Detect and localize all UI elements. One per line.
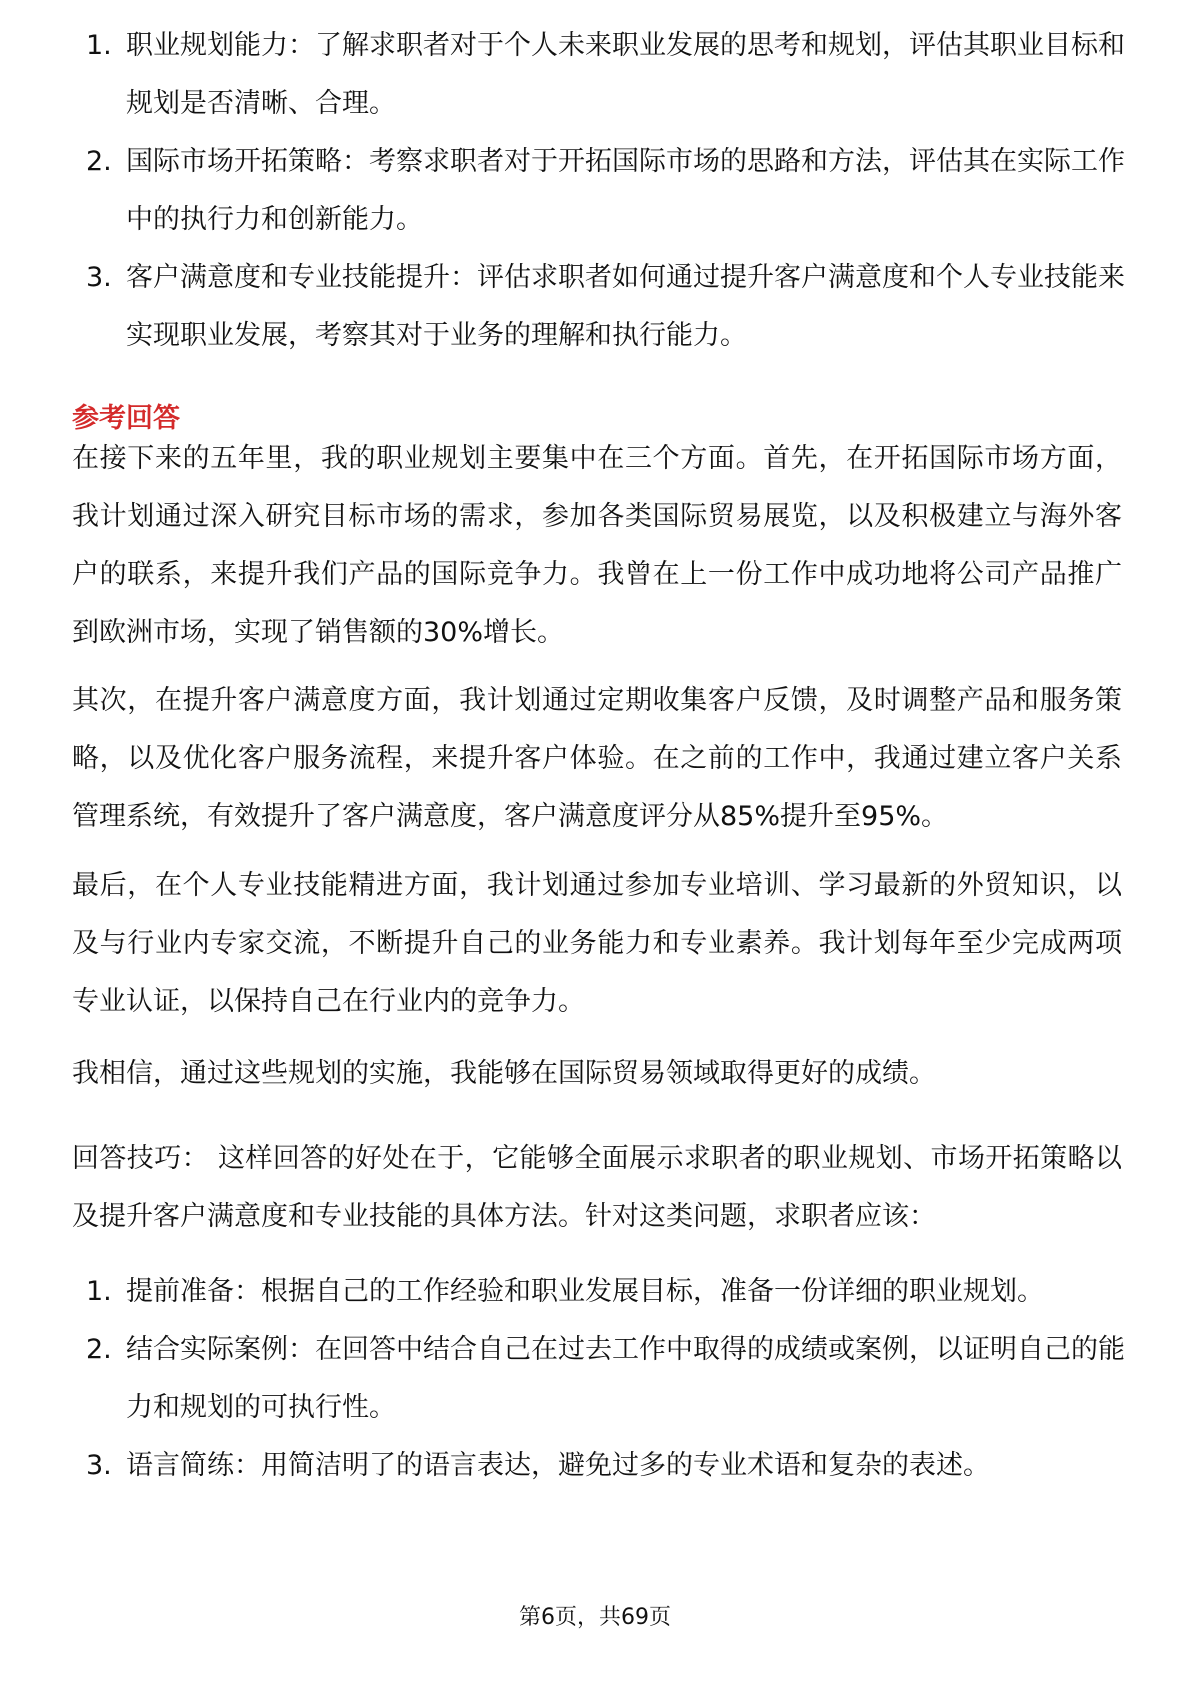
list-text: 职业规划能力：了解求职者对于个人未来职业发展的思考和规划，评估其职业目标和规划是否清晰、合理。 (126, 30, 1125, 119)
answer-paragraph: 我相信，通过这些规划的实施，我能够在国际贸易领域取得更好的成绩。 (72, 1058, 936, 1089)
list-text: 国际市场开拓策略：考察求职者对于开拓国际市场的思路和方法，评估其在实际工作中的执行力和创新能力。 (126, 146, 1125, 235)
list-item (72, 1263, 1132, 1321)
answer-paragraph: 在接下来的五年里，我的职业规划主要集中在三个方面。首先，在开拓国际市场方面，我计划通过深入研究目标市场的需求，参加各类国际贸易展览，以及积极建立与海外客户的联系，来提升我们产品的国际竞争力。我曾在上一份工作中成功地将公司产品推广到欧洲市场，实现了销售额的30%增长。 (72, 443, 1122, 648)
list-number: 1. (86, 1276, 112, 1307)
list-text: 结合实际案例：在回答中结合自己在过去工作中取得的成绩或案例，以证明自己的能力和规划的可执行性。 (126, 1334, 1125, 1423)
answer-tips-intro: 回答技巧： 这样回答的好处在于，它能够全面展示求职者的职业规划、市场开拓策略以及提升客户满意度和专业技能的具体方法。针对这类问题，求职者应该： (72, 1143, 1122, 1232)
tips-list (72, 1263, 1132, 1495)
criteria-list (72, 17, 1132, 365)
answer-paragraph: 其次，在提升客户满意度方面，我计划通过定期收集客户反馈，及时调整产品和服务策略，以及优化客户服务流程，来提升客户体验。在之前的工作中，我通过建立客户关系管理系统，有效提升了客户满意度，客户满意度评分从85%提升至95%。 (72, 685, 1122, 832)
list-item (72, 1321, 1132, 1437)
list-number: 2. (86, 1334, 112, 1365)
list-item (72, 133, 1132, 249)
answer-paragraph: 最后，在个人专业技能精进方面，我计划通过参加专业培训、学习最新的外贸知识，以及与行业内专家交流，不断提升自己的业务能力和专业素养。我计划每年至少完成两项专业认证，以保持自己在行业内的竞争力。 (72, 870, 1122, 1017)
reference-answer-heading: 参考回答 (72, 403, 180, 434)
list-text: 提前准备：根据自己的工作经验和职业发展目标，准备一份详细的职业规划。 (126, 1276, 1044, 1307)
page-number-footer: 第6页，共69页 (519, 1605, 671, 1630)
list-text: 语言简练：用简洁明了的语言表达，避免过多的专业术语和复杂的表述。 (126, 1450, 990, 1481)
list-number: 1. (86, 30, 112, 61)
list-item (72, 249, 1132, 365)
list-number: 2. (86, 146, 112, 177)
list-item (72, 17, 1132, 133)
list-text: 客户满意度和专业技能提升：评估求职者如何通过提升客户满意度和个人专业技能来实现职业发展，考察其对于业务的理解和执行能力。 (126, 262, 1125, 351)
list-item (72, 1437, 1132, 1495)
list-number: 3. (86, 262, 112, 293)
list-number: 3. (86, 1450, 112, 1481)
